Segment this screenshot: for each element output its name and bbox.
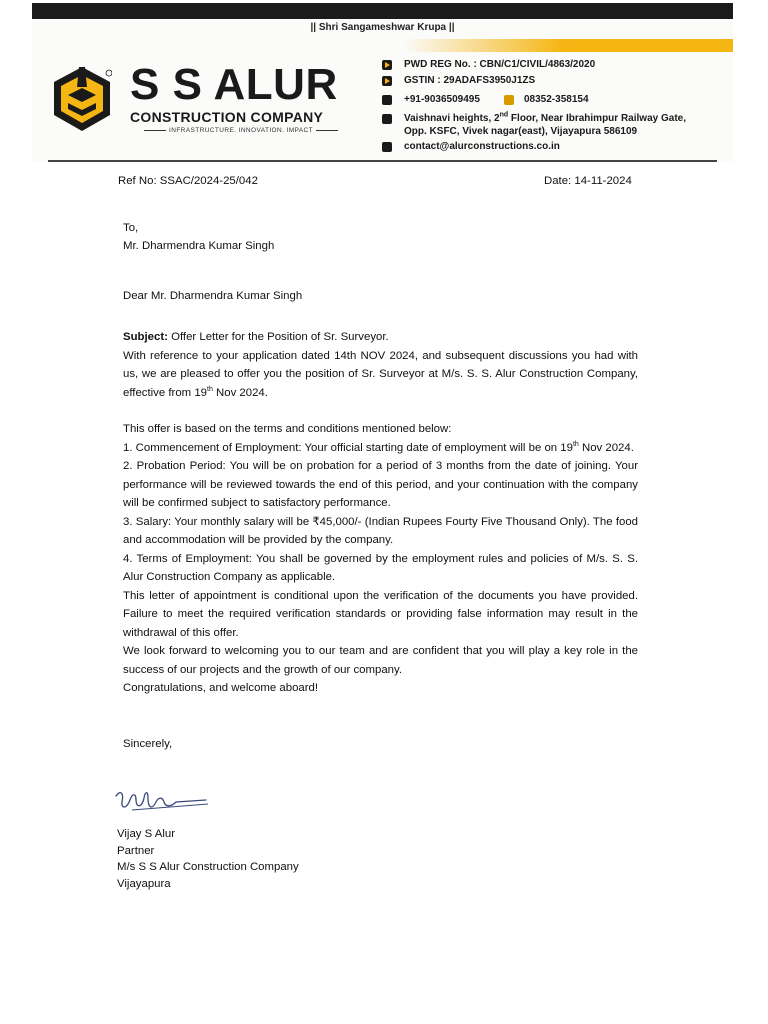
accent-stripe [563,39,733,52]
letter-body [123,328,638,698]
signature-icon [112,782,212,822]
address-line-1: Vaishnavi heights, 2nd Floor, Near Ibrahimpur Railway Gate, [404,111,686,124]
reference-number: Ref No: SSAC/2024-25/042 [118,175,258,187]
company-subtitle: CONSTRUCTION COMPANY [130,109,324,125]
term-probation: 2. Probation Period: You will be on probation for a period of 3 months from the date of joining. Your performance will be reviewed towards the end of this period, and your continuation with the company will be confirmed subject to satisfactory performance. [123,460,638,509]
subject-line: Subject: Offer Letter for the Position of Sr. Surveyor. [123,331,389,343]
blessing-text: || Shri Sangameshwar Krupa || [310,22,455,33]
recipient-name: Mr. Dharmendra Kumar Singh [123,240,275,252]
signer-city: Vijayapura [117,877,171,890]
company-tagline: INFRASTRUCTURE. INNOVATION. IMPACT [130,127,352,134]
closing-line: Sincerely, [123,738,173,750]
signer-company: M/s S S Alur Construction Company [117,861,299,873]
company-name: S S ALUR [130,60,338,109]
play-icon [382,60,392,70]
look-forward-paragraph: We look forward to welcoming you to our team and are confident that you will play a key role in the success of our projects and the growth of our company. [123,645,638,676]
phone-icon [382,95,392,105]
header-divider [48,160,717,162]
pwd-reg: PWD REG No. : CBN/C1/CIVIL/4863/2020 [404,59,596,70]
to-line: To, [123,222,139,234]
term-salary: 3. Salary: Your monthly salary will be ₹45,000/- (Indian Rupees Fourty Five Thousand Only). The food and accommodation will be provided by the company. [123,515,638,546]
terms-intro: This offer is based on the terms and conditions mentioned below: [123,423,452,435]
office-number: 08352-358154 [524,94,589,105]
letter-date: Date: 14-11-2024 [544,175,632,187]
intro-paragraph: With reference to your application dated 14th NOV 2024, and subsequent discussions you had with us, we are pleased to offer you the position of Sr. Surveyor at M/s. S. S. Alur Construction Company, effective from 19th Nov 2024. [123,349,638,399]
signer-title: Partner [117,844,155,857]
letterhead-banner [32,19,733,162]
signer-block [117,826,299,892]
telephone-icon [504,95,514,105]
signer-name: Vijay S Alur [117,828,176,840]
congratulations-line: Congratulations, and welcome aboard! [123,682,319,694]
salutation: Dear Mr. Dharmendra Kumar Singh [123,290,303,302]
gstin: GSTIN : 29ADAFS3950J1ZS [404,75,536,86]
mobile-number: +91-9036509495 [404,94,480,105]
location-pin-icon [382,114,392,124]
term-employment: 4. Terms of Employment: You shall be governed by the employment rules and policies of M/s. S. S. Alur Construction Company as applicable. [123,552,638,583]
verification-paragraph: This letter of appointment is conditional upon the verification of the documents you have provided. Failure to meet the required verification standards or providing false information may result in the withdrawal of this offer. [123,589,638,639]
company-logo-icon [52,65,112,135]
email-icon [382,142,392,152]
header-top-bar [32,3,733,19]
email-address[interactable]: contact@alurconstructions.co.in [404,141,560,152]
play-icon [382,76,392,86]
accent-stripe-fade [403,39,563,52]
term-commencement: 1. Commencement of Employment: Your official starting date of employment will be on 19th Nov 2024. [123,440,634,454]
address-line-2: Opp. KSFC, Vivek nagar(east), Vijayapura 586109 [404,126,638,137]
